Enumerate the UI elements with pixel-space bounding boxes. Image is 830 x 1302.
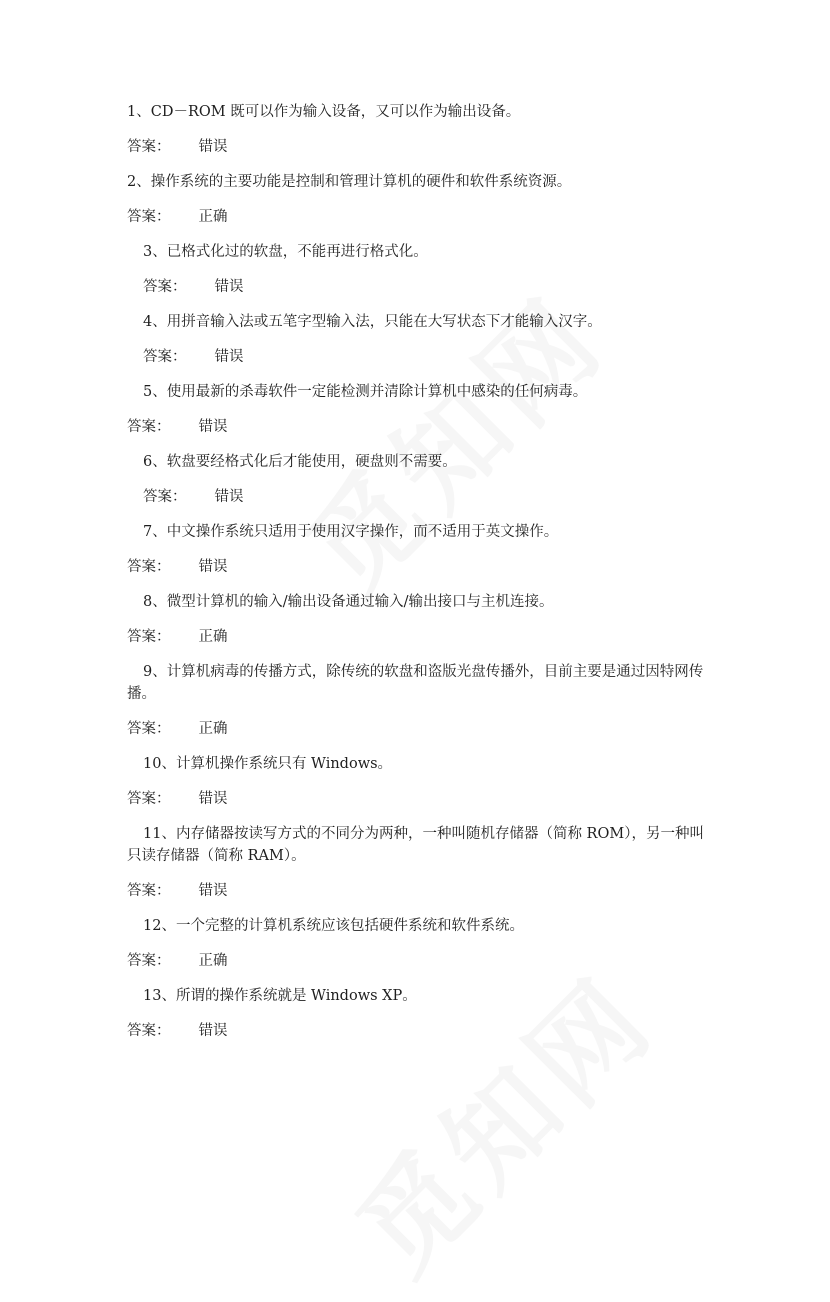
- answer-2: [127, 206, 228, 228]
- answer-3: [143, 276, 244, 298]
- answer-label: 答案：: [127, 883, 171, 899]
- question-5: 5、使用最新的杀毒软件一定能检测并清除计算机中感染的任何病毒。: [143, 384, 588, 400]
- answer-value: 错误: [198, 559, 228, 575]
- answer-label: 答案：: [127, 721, 171, 737]
- answer-1: [127, 136, 228, 158]
- answer-label: 答案：: [127, 419, 171, 435]
- answer-label: 答案：: [127, 953, 171, 969]
- answer-8: [127, 626, 228, 648]
- answer-label: 答案：: [127, 559, 171, 575]
- question-4: 4、用拼音输入法或五笔字型输入法，只能在大写状态下才能输入汉字。: [143, 314, 602, 330]
- answer-value: 错误: [198, 791, 228, 807]
- answer-11: [127, 880, 228, 902]
- question-6: 6、软盘要经格式化后才能使用，硬盘则不需要。: [143, 454, 457, 470]
- answer-12: [127, 950, 228, 972]
- answer-value: 错误: [198, 1023, 228, 1039]
- answer-5: [127, 416, 228, 438]
- question-2: 2、操作系统的主要功能是控制和管理计算机的硬件和软件系统资源。: [127, 174, 572, 190]
- answer-label: 答案：: [143, 349, 187, 365]
- answer-value: 错误: [214, 489, 244, 505]
- answer-label: 答案：: [127, 209, 171, 225]
- answer-9: [127, 718, 228, 740]
- question-3: 3、已格式化过的软盘，不能再进行格式化。: [143, 244, 428, 260]
- question-9: 9、计算机病毒的传播方式，除传统的软盘和盗版光盘传播外，目前主要是通过因特网传播。: [127, 664, 704, 702]
- question-7: 7、中文操作系统只适用于使用汉字操作，而不适用于英文操作。: [143, 524, 559, 540]
- answer-value: 正确: [198, 953, 228, 969]
- answer-value: 错误: [198, 139, 228, 155]
- question-10: 10、计算机操作系统只有 Windows。: [143, 756, 393, 772]
- answer-6: [143, 486, 244, 508]
- answer-value: 错误: [198, 419, 228, 435]
- answer-value: 错误: [198, 883, 228, 899]
- answer-label: 答案：: [127, 629, 171, 645]
- question-13: 13、所谓的操作系统就是 Windows XP。: [143, 988, 417, 1004]
- answer-7: [127, 556, 228, 578]
- question-1: 1、CD－ROM 既可以作为输入设备，又可以作为输出设备。: [127, 104, 521, 120]
- answer-label: 答案：: [127, 1023, 171, 1039]
- question-11: 11、内存储器按读写方式的不同分为两种，一种叫随机存储器（简称 ROM），另一种叫只读存储器（简称 RAM）。: [127, 826, 704, 864]
- answer-value: 正确: [198, 209, 228, 225]
- question-8: 8、微型计算机的输入/输出设备通过输入/输出接口与主机连接。: [143, 594, 554, 610]
- answer-label: 答案：: [127, 139, 171, 155]
- answer-4: [143, 346, 244, 368]
- answer-13: [127, 1020, 228, 1042]
- answer-value: 错误: [214, 279, 244, 295]
- answer-10: [127, 788, 228, 810]
- answer-label: 答案：: [143, 489, 187, 505]
- answer-label: 答案：: [127, 791, 171, 807]
- answer-value: 正确: [198, 721, 228, 737]
- question-12: 12、一个完整的计算机系统应该包括硬件系统和软件系统。: [143, 918, 524, 934]
- answer-value: 正确: [198, 629, 228, 645]
- answer-value: 错误: [214, 349, 244, 365]
- answer-label: 答案：: [143, 279, 187, 295]
